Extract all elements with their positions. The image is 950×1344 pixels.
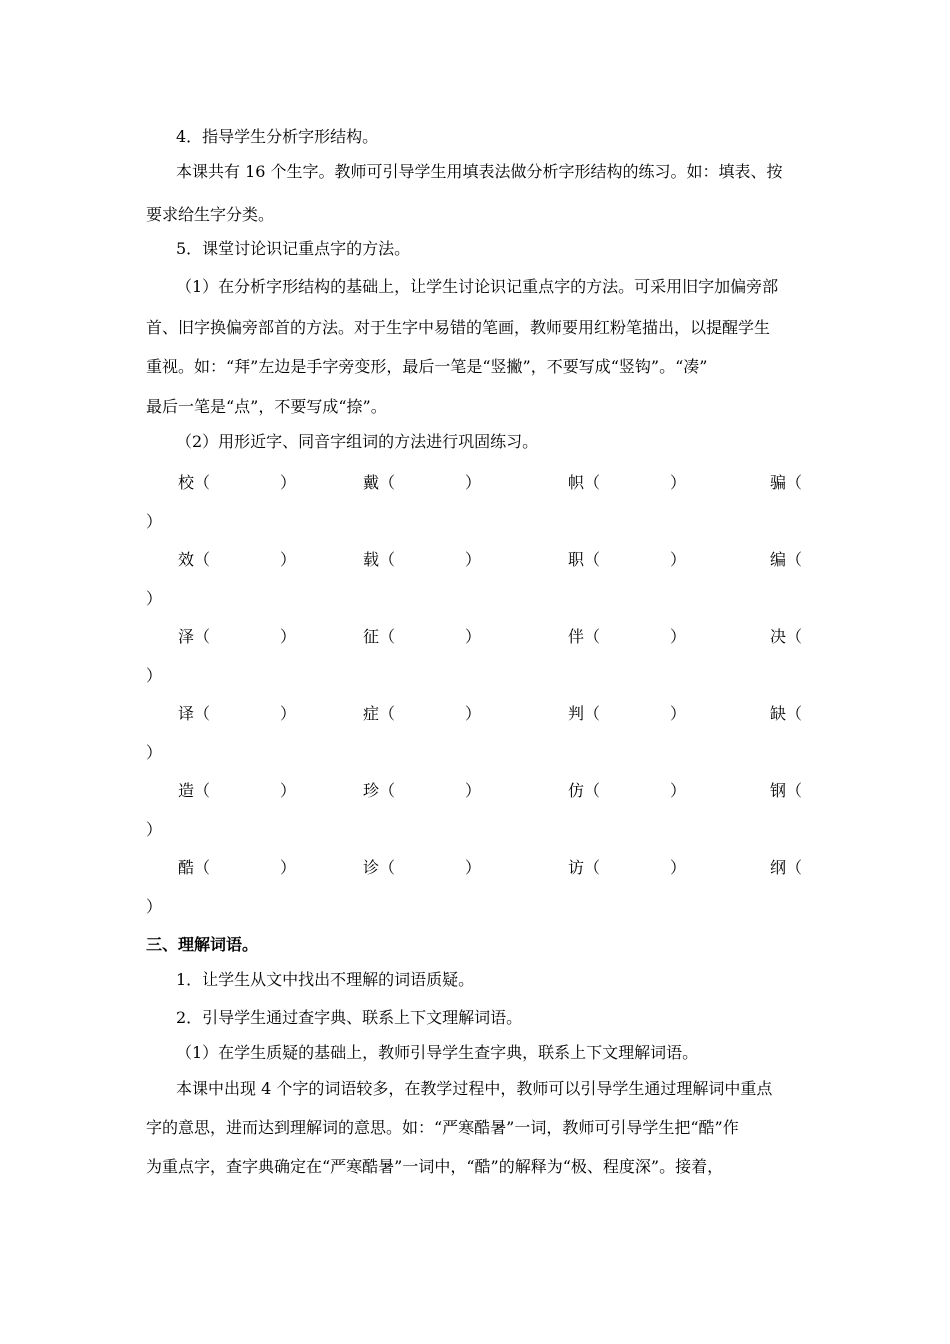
- exercise-character: 症: [363, 704, 380, 723]
- exercise-character: 缺: [770, 704, 787, 723]
- close-paren: ）: [670, 704, 687, 723]
- open-paren: （: [584, 550, 601, 569]
- paragraph-line: 要求给生字分类。: [146, 205, 275, 224]
- exercise-cell: [568, 858, 687, 878]
- open-paren: （: [584, 781, 601, 800]
- open-paren: （: [584, 473, 601, 492]
- exercise-character: 仿: [568, 781, 585, 800]
- exercise-cell: [770, 627, 802, 647]
- exercise-cell: [770, 781, 802, 801]
- open-paren: （: [786, 627, 803, 646]
- open-paren: （: [194, 550, 211, 569]
- paragraph-line: （1）在分析字形结构的基础上，让学生讨论识记重点字的方法。可采用旧字加偏旁部: [176, 277, 779, 296]
- close-paren: ）: [280, 781, 297, 800]
- close-paren: ）: [146, 666, 163, 685]
- close-paren: ）: [465, 781, 482, 800]
- exercise-character: 效: [178, 550, 195, 569]
- paragraph-step-5: 5．课堂讨论识记重点字的方法。: [176, 239, 411, 258]
- open-paren: （: [194, 627, 211, 646]
- close-paren: ）: [280, 704, 297, 723]
- paragraph-step-1: 1．让学生从文中找出不理解的词语质疑。: [176, 970, 475, 989]
- open-paren: （: [194, 704, 211, 723]
- exercise-cell: [178, 781, 297, 801]
- close-paren: ）: [465, 627, 482, 646]
- exercise-character: 钢: [770, 781, 787, 800]
- exercise-cell: [363, 704, 482, 724]
- paragraph-step-4: 4．指导学生分析字形结构。: [176, 127, 379, 146]
- open-paren: （: [379, 627, 396, 646]
- paragraph-line: 首、旧字换偏旁部首的方法。对于生字中易错的笔画，教师要用红粉笔描出，以提醒学生: [146, 318, 771, 337]
- exercise-character: 珍: [363, 781, 380, 800]
- exercise-cell: [568, 704, 687, 724]
- exercise-cell: [178, 627, 297, 647]
- open-paren: （: [584, 858, 601, 877]
- open-paren: （: [379, 858, 396, 877]
- close-paren: ）: [465, 550, 482, 569]
- exercise-character: 决: [770, 627, 787, 646]
- close-paren: ）: [280, 550, 297, 569]
- exercise-cell: [770, 473, 802, 493]
- exercise-cell: [363, 858, 482, 878]
- exercise-cell: [568, 627, 687, 647]
- exercise-character: 骗: [770, 473, 787, 492]
- open-paren: （: [584, 704, 601, 723]
- exercise-character: 帜: [568, 473, 585, 492]
- close-paren: ）: [465, 473, 482, 492]
- exercise-cell: [178, 473, 297, 493]
- close-paren: ）: [670, 550, 687, 569]
- exercise-character: 诊: [363, 858, 380, 877]
- exercise-character: 编: [770, 550, 787, 569]
- exercise-cell: [568, 550, 687, 570]
- exercise-cell: [568, 781, 687, 801]
- exercise-character: 戴: [363, 473, 380, 492]
- exercise-character: 载: [363, 550, 380, 569]
- section-heading: 三、理解词语。: [146, 935, 259, 954]
- close-paren: ）: [280, 627, 297, 646]
- paragraph-line: 重视。如：“拜”左边是手字旁变形，最后一笔是“竖撇”，不要写成“竖钩”。“凑”: [146, 357, 708, 376]
- paragraph-line: 本课共有 16 个生字。教师可引导学生用填表法做分析字形结构的练习。如：填表、按: [176, 162, 783, 181]
- exercise-character: 校: [178, 473, 195, 492]
- exercise-character: 译: [178, 704, 195, 723]
- paragraph-line: （2）用形近字、同音字组词的方法进行巩固练习。: [176, 432, 539, 451]
- exercise-cell: [363, 550, 482, 570]
- close-paren: ）: [146, 589, 163, 608]
- close-paren: ）: [146, 897, 163, 916]
- exercise-cell: [363, 473, 482, 493]
- open-paren: （: [379, 704, 396, 723]
- open-paren: （: [786, 781, 803, 800]
- exercise-cell: [178, 858, 297, 878]
- exercise-cell: [178, 704, 297, 724]
- exercise-character: 伴: [568, 627, 585, 646]
- close-paren: ）: [146, 743, 163, 762]
- open-paren: （: [194, 473, 211, 492]
- open-paren: （: [379, 550, 396, 569]
- close-paren: ）: [146, 512, 163, 531]
- exercise-character: 征: [363, 627, 380, 646]
- close-paren: ）: [670, 858, 687, 877]
- open-paren: （: [786, 704, 803, 723]
- exercise-character: 泽: [178, 627, 195, 646]
- exercise-cell: [363, 627, 482, 647]
- open-paren: （: [786, 858, 803, 877]
- close-paren: ）: [670, 627, 687, 646]
- exercise-cell: [770, 704, 802, 724]
- open-paren: （: [194, 858, 211, 877]
- close-paren: ）: [280, 858, 297, 877]
- close-paren: ）: [670, 473, 687, 492]
- open-paren: （: [786, 550, 803, 569]
- exercise-character: 访: [568, 858, 585, 877]
- close-paren: ）: [146, 820, 163, 839]
- open-paren: （: [194, 781, 211, 800]
- open-paren: （: [584, 627, 601, 646]
- exercise-character: 职: [568, 550, 585, 569]
- open-paren: （: [379, 473, 396, 492]
- paragraph-line: 字的意思，进而达到理解词的意思。如：“严寒酷暑”一词，教师可引导学生把“酷”作: [146, 1118, 739, 1137]
- exercise-cell: [568, 473, 687, 493]
- close-paren: ）: [280, 473, 297, 492]
- exercise-cell: [178, 550, 297, 570]
- exercise-cell: [770, 858, 802, 878]
- close-paren: ）: [465, 704, 482, 723]
- exercise-character: 造: [178, 781, 195, 800]
- open-paren: （: [379, 781, 396, 800]
- exercise-cell: [363, 781, 482, 801]
- paragraph-line: 本课中出现 4 个字的词语较多，在教学过程中，教师可以引导学生通过理解词中重点: [176, 1079, 773, 1098]
- open-paren: （: [786, 473, 803, 492]
- exercise-character: 纲: [770, 858, 787, 877]
- close-paren: ）: [465, 858, 482, 877]
- exercise-character: 判: [568, 704, 585, 723]
- exercise-cell: [770, 550, 802, 570]
- paragraph-line: 为重点字，查字典确定在“严寒酷暑”一词中，“酷”的解释为“极、程度深”。接着，: [146, 1157, 724, 1176]
- close-paren: ）: [670, 781, 687, 800]
- exercise-character: 酷: [178, 858, 195, 877]
- paragraph-line: 最后一笔是“点”，不要写成“捺”。: [146, 397, 387, 416]
- paragraph-step-2: 2．引导学生通过查字典、联系上下文理解词语。: [176, 1008, 523, 1027]
- paragraph-line: （1）在学生质疑的基础上，教师引导学生查字典，联系上下文理解词语。: [176, 1043, 699, 1062]
